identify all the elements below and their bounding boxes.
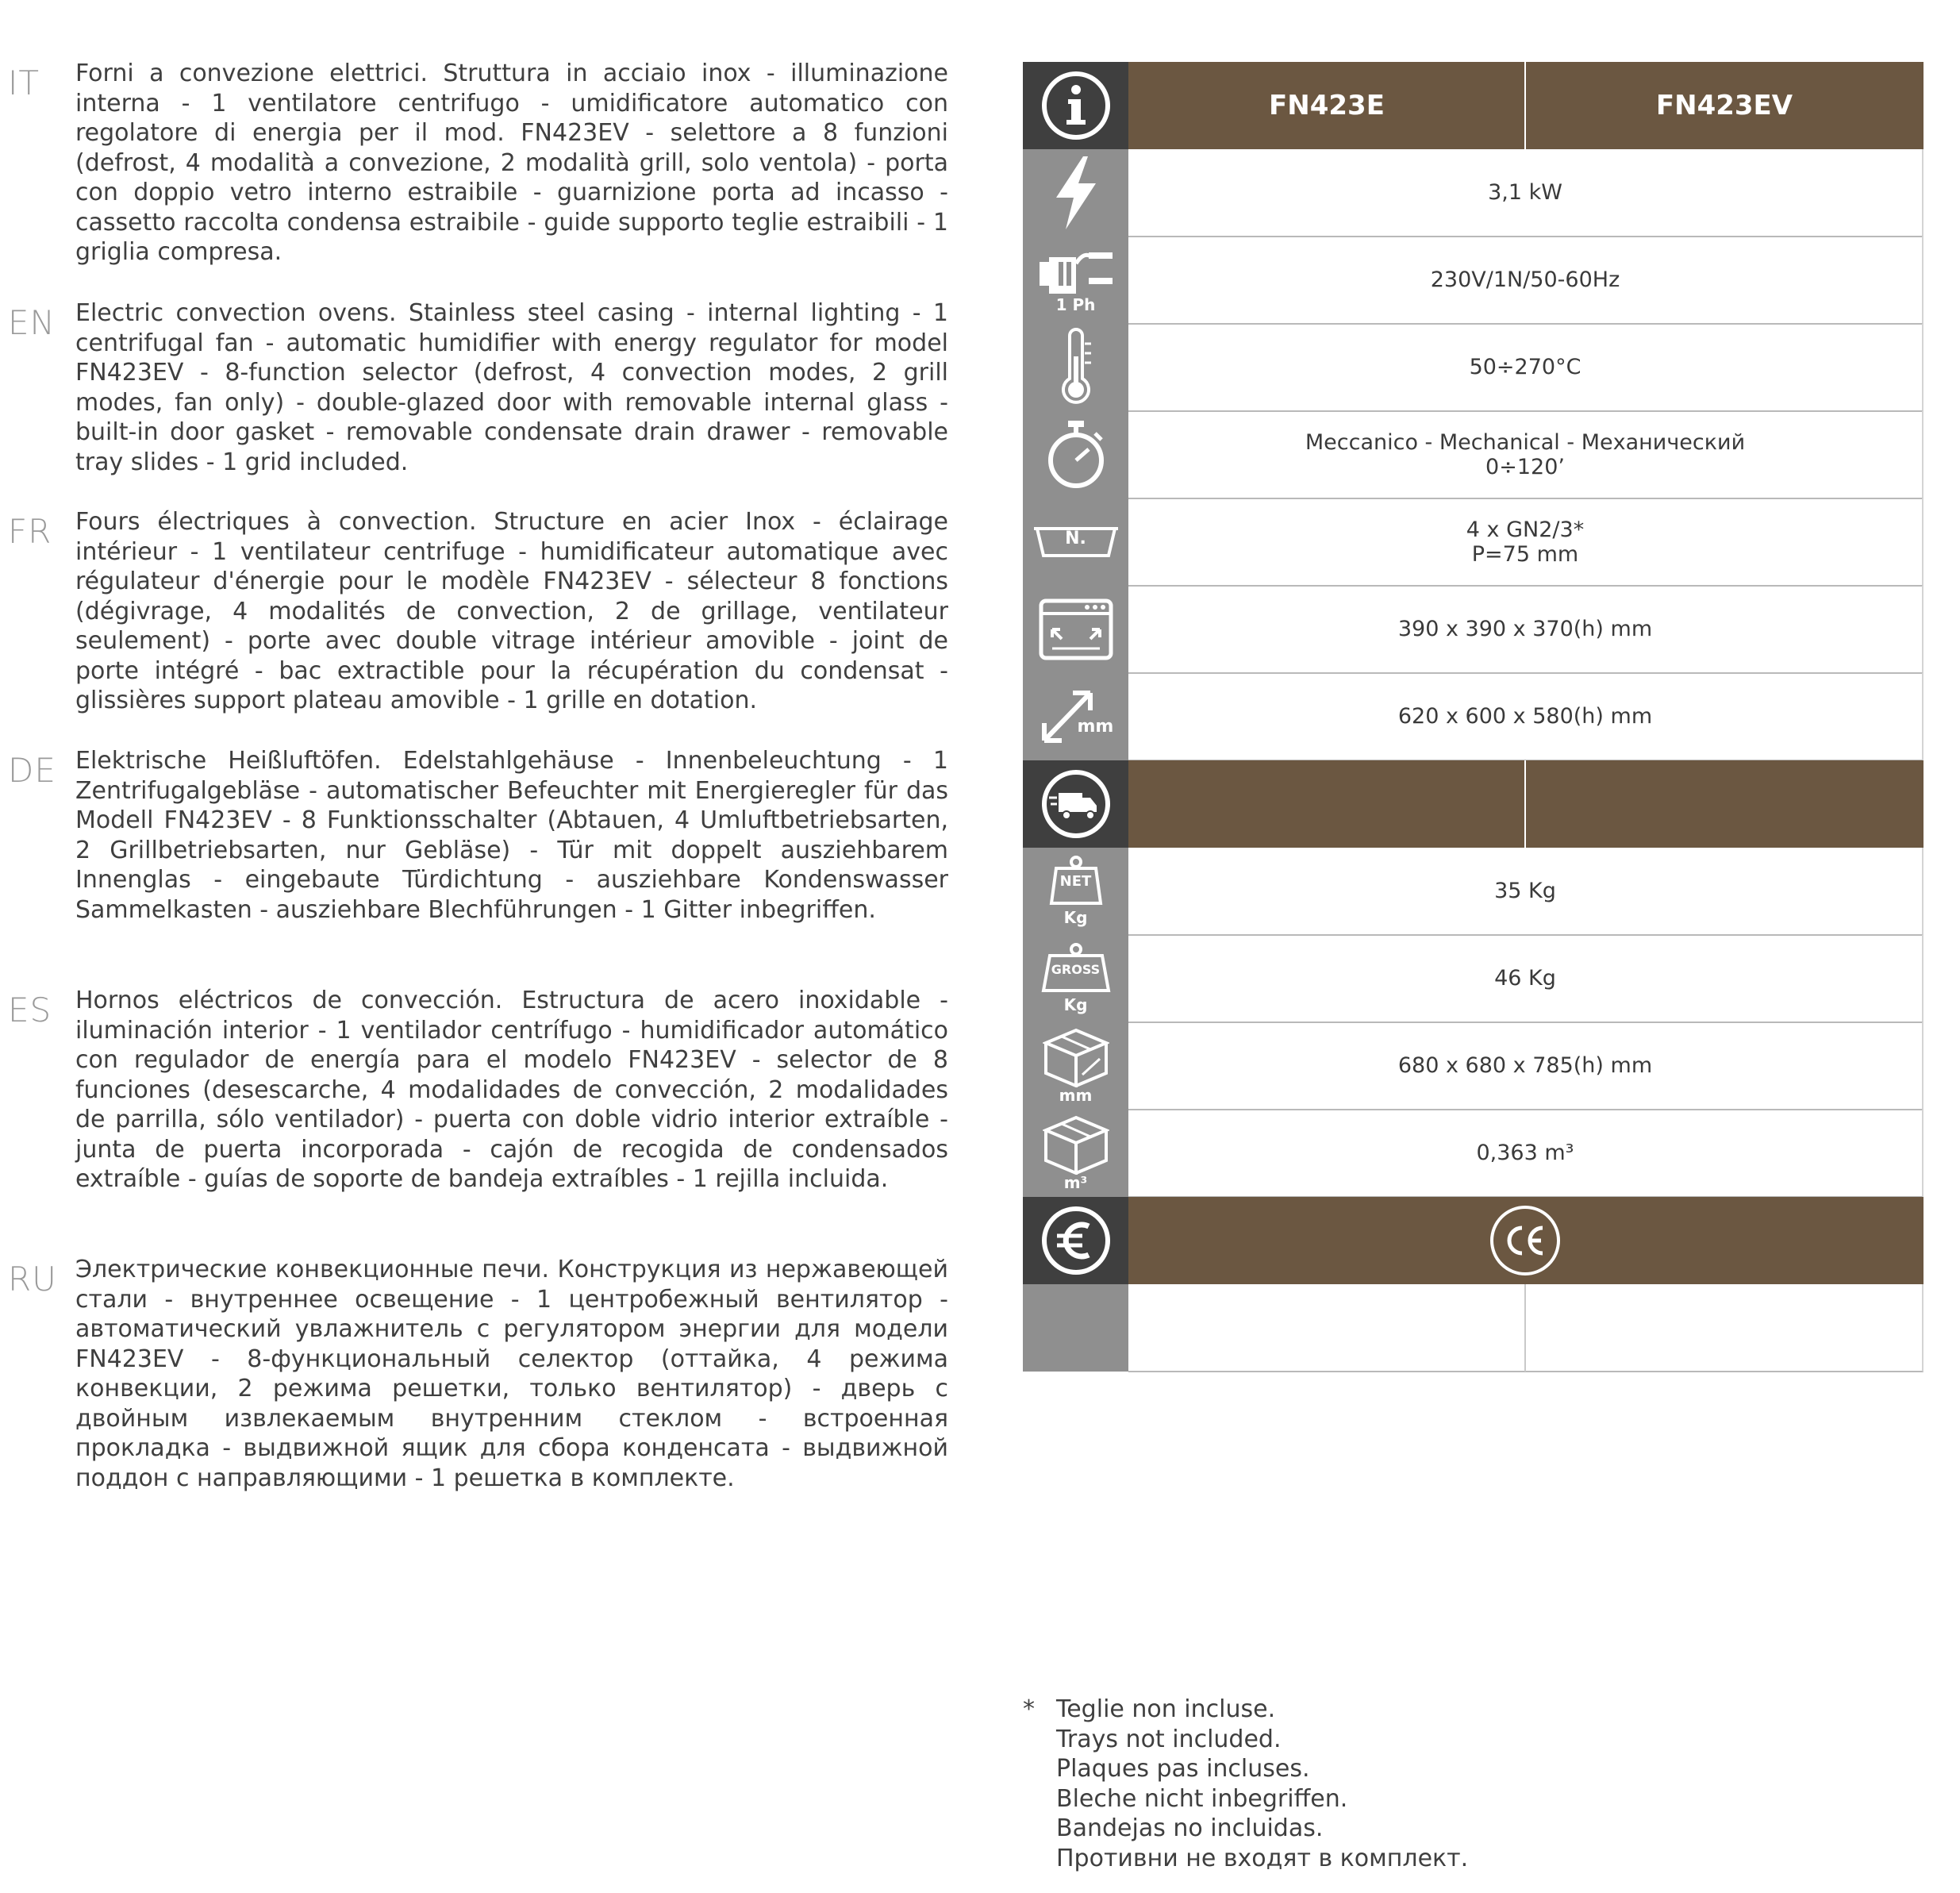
info-icon [1023,62,1128,149]
gross-weight-icon [1023,935,1128,1022]
icon-sub-label: mm [1059,1086,1093,1105]
spec-row-chamber [1023,586,1923,673]
spec-value: Meccanico - Mechanical - Механический 0÷120’ [1128,411,1923,499]
delivery-truck-icon [1023,760,1128,848]
spec-row-temperature [1023,324,1923,411]
divider [1524,760,1526,848]
shipping-header-row [1023,760,1923,848]
oven-chamber-icon [1023,586,1128,673]
spec-value: 46 Kg [1128,935,1923,1023]
lang-text: Fours électriques à convection. Structure en acier Inox - éclairage intérieur - 1 ventilateur centrifuge - humidificateur automatique avec régulateur d'énergie pour le modèle FN423EV - sélecteur 8 fonctions (dégivrage, 4 modalités de convection, 2 de grillage, ventilateur seulement) - porte avec double vitrage intérieur amovible - joint de porte intégré - bac extractible pour la récupération du condensat - glissières support plateau amovible - 1 grille en dotation. [75,508,948,714]
spec-value: 35 Kg [1128,848,1923,936]
euro-icon [1023,1197,1128,1284]
lang-text: Hornos eléctricos de convección. Estructura de acero inoxidable - iluminación interior - 1 ventilador centrífugo - humidificador automático con regulador de energía para el modelo FN423EV - selector de 8 funciones (desescarche, 4 modalidades de convección, 2 modalidades de parrilla, sólo ventilador) - puerta con doble vidrio interior extraíble - junta de puerta incorporada - cajón de recogida de condensados extraíble - guías de soporte de bandeja extraíbles - 1 rejilla incluida. [75,987,948,1193]
lightning-icon [1023,149,1128,237]
footnote-lines [1056,1695,1468,1873]
lang-code: DE [8,751,56,790]
gn-tray-icon [1023,498,1128,586]
price-value-cell [1128,1284,1923,1372]
icon-label: mm [1077,717,1114,737]
icon-label: GROSS [1051,962,1101,977]
timer-icon [1023,411,1128,498]
lang-text: Elektrische Heißluftöfen. Edelstahlgehäuse - Innenbeleuchtung - 1 Zentrifugalgebläse - automatischer Befeuchter mit Energieregler für das Modell FN423EV - 8 Funktionsschalter (Abtauen, 4 Umluftbetriebsarten, 2 Grillbetriebsarten, nur Gebläse) - Tür mit doppelt ausziehbarem Innenglas - eingebaute Türdichtung - ausziehbare Kondenswasser Sammelkasten - ausziehbare Blechführungen - 1 Gitter inbegriffen. [75,747,948,924]
icon-label: N. [1065,529,1086,548]
footnote-star: * [1023,1695,1035,1723]
icon-sub-label: Kg [1063,995,1088,1014]
model-header: FN423EV [1655,90,1793,121]
dimensions-icon [1023,673,1128,760]
footnote-line: Bleche nicht inbegriffen. [1056,1784,1348,1813]
footnote-line: Teglie non incluse. [1056,1695,1276,1723]
lang-text: Электрические конвекционные печи. Конструкция из нержавеющей стали - внутреннее освещение - 1 центробежный вентилятор - автоматический увлажнитель с регулятором энергии для модели FN423EV - 8-функциональный селектор (оттайка, 4 режима конвекции, 2 режима решетки, только вентилятор) - дверь с двойным извлекаемым внутренним стеклом - встроенная прокладка - выдвижной ящик для сбора конденсата - выдвижной поддон с направляющими - 1 решетка в комплекте. [75,1256,948,1492]
icon-label: 1 Ph [1055,295,1096,314]
lang-text: Electric convection ovens. Stainless steel casing - internal lighting - 1 centrifugal fan - automatic humidifier with energy regulator for model FN423EV - 8-function selector (defrost, 4 convection modes, 2 grill modes, fan only) - double-glazed door with removable internal glass - built-in door gasket - removable condensate drain drawer - removable tray slides - 1 grid included. [75,299,948,476]
model-header: FN423E [1269,90,1385,121]
lang-text: Forni a convezione elettrici. Struttura in acciaio inox - illuminazione interna - 1 ventilatore centrifugo - umidificatore automatico con regolatore di energia per il mod. FN423EV - selettore a 8 funzioni (defrost, 4 modalità a convezione, 2 modalità grill, solo ventola) - porta con doppio vetro interno estraibile - guarnizione porta ad incasso - cassetto raccolta condensa estraibile - guide supporto teglie estraibili - 1 griglia compresa. [75,60,948,266]
lang-code: RU [8,1260,57,1299]
price-row-icon-cell [1023,1284,1128,1372]
spec-row-trays [1023,498,1923,586]
spec-row-dimensions [1023,673,1923,760]
lang-code: IT [8,63,40,102]
footnote-line: Bandejas no incluidas. [1056,1814,1324,1842]
spec-value: 3,1 kW [1128,149,1923,237]
spec-value: 230V/1N/50-60Hz [1128,237,1923,325]
price-header-row [1023,1197,1923,1284]
spec-value: 0,363 m³ [1128,1110,1923,1198]
price-row [1023,1284,1923,1372]
plug-icon [1023,237,1128,324]
icon-label: NET [1059,873,1092,890]
footnote-line: Plaques pas incluses. [1056,1755,1310,1783]
lang-code: ES [8,991,52,1029]
lang-code: FR [8,512,52,551]
spec-row-power [1023,149,1923,237]
ce-mark-icon [1128,1197,1922,1284]
spec-row-timer [1023,411,1923,498]
thermometer-icon [1023,324,1128,411]
spec-value: 390 x 390 x 370(h) mm [1128,586,1923,674]
lang-code: EN [8,303,56,342]
spec-value: 680 x 680 x 785(h) mm [1128,1022,1923,1110]
spec-row-gross-weight [1023,935,1923,1022]
divider [1524,1284,1526,1372]
icon-sub-label: Kg [1063,908,1088,927]
icon-sub-label: m³ [1063,1173,1088,1192]
spec-value: 50÷270°C [1128,324,1923,412]
spec-row-voltage [1023,237,1923,324]
spec-row-package-volume [1023,1110,1923,1197]
spec-row-net-weight [1023,848,1923,935]
spec-value: 620 x 600 x 580(h) mm [1128,673,1923,761]
net-weight-icon [1023,848,1128,935]
footnote-line: Противни не входят в комплект. [1056,1844,1469,1872]
package-volume-icon [1023,1110,1128,1197]
footnote-line: Trays not included. [1056,1725,1282,1753]
header-row [1023,62,1923,149]
spec-row-package-dimensions [1023,1022,1923,1110]
spec-value: 4 x GN2/3* P=75 mm [1128,498,1923,587]
package-dimensions-icon [1023,1022,1128,1110]
